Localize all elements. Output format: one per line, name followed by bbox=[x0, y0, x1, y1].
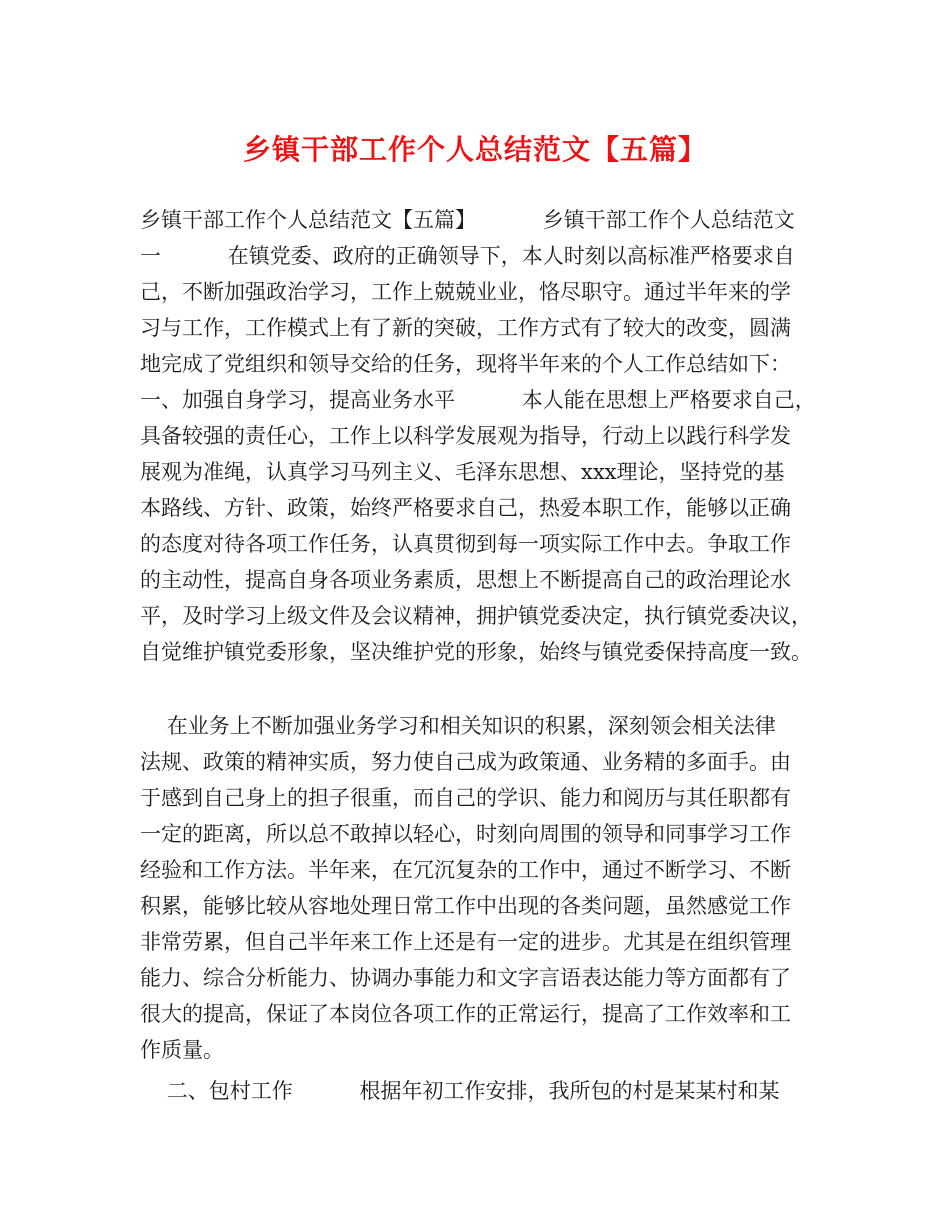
paragraph-3 bbox=[140, 1073, 830, 1109]
text-line: 一定的距离，所以总不敢掉以轻心，时刻向周围的领导和同事学习工作 bbox=[140, 822, 791, 846]
text-line: 能力、综合分析能力、协调办事能力和文字言语表达能力等方面都有了 bbox=[140, 966, 791, 990]
text-line: 的态度对待各项工作任务，认真贯彻到每一项实际工作中去。争取工作 bbox=[140, 532, 791, 556]
text-line: 乡镇干部工作个人总结范文【五篇】 乡镇干部工作个人总结范文 bbox=[140, 208, 795, 232]
text-line: 具备较强的责任心，工作上以科学发展观为指导，行动上以践行科学发 bbox=[140, 424, 791, 448]
text-line: 地完成了党组织和领导交给的任务，现将半年来的个人工作总结如下： bbox=[140, 352, 791, 376]
document-title: 乡镇干部工作个人总结范文【五篇】 bbox=[242, 133, 707, 166]
text-line: 经验和工作方法。半年来，在冗沉复杂的工作中，通过不断学习、不断 bbox=[140, 858, 791, 882]
text-line: 很大的提高，保证了本岗位各项工作的正常运行，提高了工作效率和工 bbox=[140, 1002, 791, 1026]
text-line: 本路线、方针、政策，始终严格要求自己，热爱本职工作，能够以正确 bbox=[140, 496, 791, 520]
text-line: 二、包村工作 根据年初工作安排，我所包的村是某某村和某 bbox=[140, 1079, 780, 1103]
text-line: 法规、政策的精神实质，努力使自己成为政策通、业务精的多面手。由 bbox=[140, 750, 791, 774]
text-line: 积累，能够比较从容地处理日常工作中出现的各类问题，虽然感觉工作 bbox=[140, 894, 791, 918]
paragraph-1 bbox=[140, 202, 830, 670]
text-line: 一 在镇党委、政府的正确领导下，本人时刻以高标准严格要求自 bbox=[140, 244, 795, 268]
text-line: 于感到自己身上的担子很重，而自己的学识、能力和阅历与其任职都有 bbox=[140, 786, 791, 810]
text-line: 展观为准绳，认真学习马列主义、毛泽东思想、xxx理论，坚持党的基 bbox=[140, 460, 785, 484]
text-line: 己，不断加强政治学习，工作上兢兢业业，恪尽职守。通过半年来的学 bbox=[140, 280, 791, 304]
text-line: 平，及时学习上级文件及会议精神，拥护镇党委决定，执行镇党委决议， bbox=[140, 604, 812, 628]
text-line: 的主动性，提高自身各项业务素质，思想上不断提高自己的政治理论水 bbox=[140, 568, 791, 592]
paragraph-2 bbox=[140, 708, 830, 1068]
text-line: 一、加强自身学习，提高业务水平 本人能在思想上严格要求自己， bbox=[140, 388, 816, 412]
text-line: 习与工作，工作模式上有了新的突破，工作方式有了较大的改变，圆满 bbox=[140, 316, 791, 340]
text-line: 在业务上不断加强业务学习和相关知识的积累，深刻领会相关法律 bbox=[140, 714, 776, 738]
text-line: 作质量。 bbox=[140, 1038, 224, 1062]
text-line: 自觉维护镇党委形象，坚决维护党的形象，始终与镇党委保持高度一致。 bbox=[140, 640, 812, 664]
text-line: 非常劳累，但自己半年来工作上还是有一定的进步。尤其是在组织管理 bbox=[140, 930, 791, 954]
